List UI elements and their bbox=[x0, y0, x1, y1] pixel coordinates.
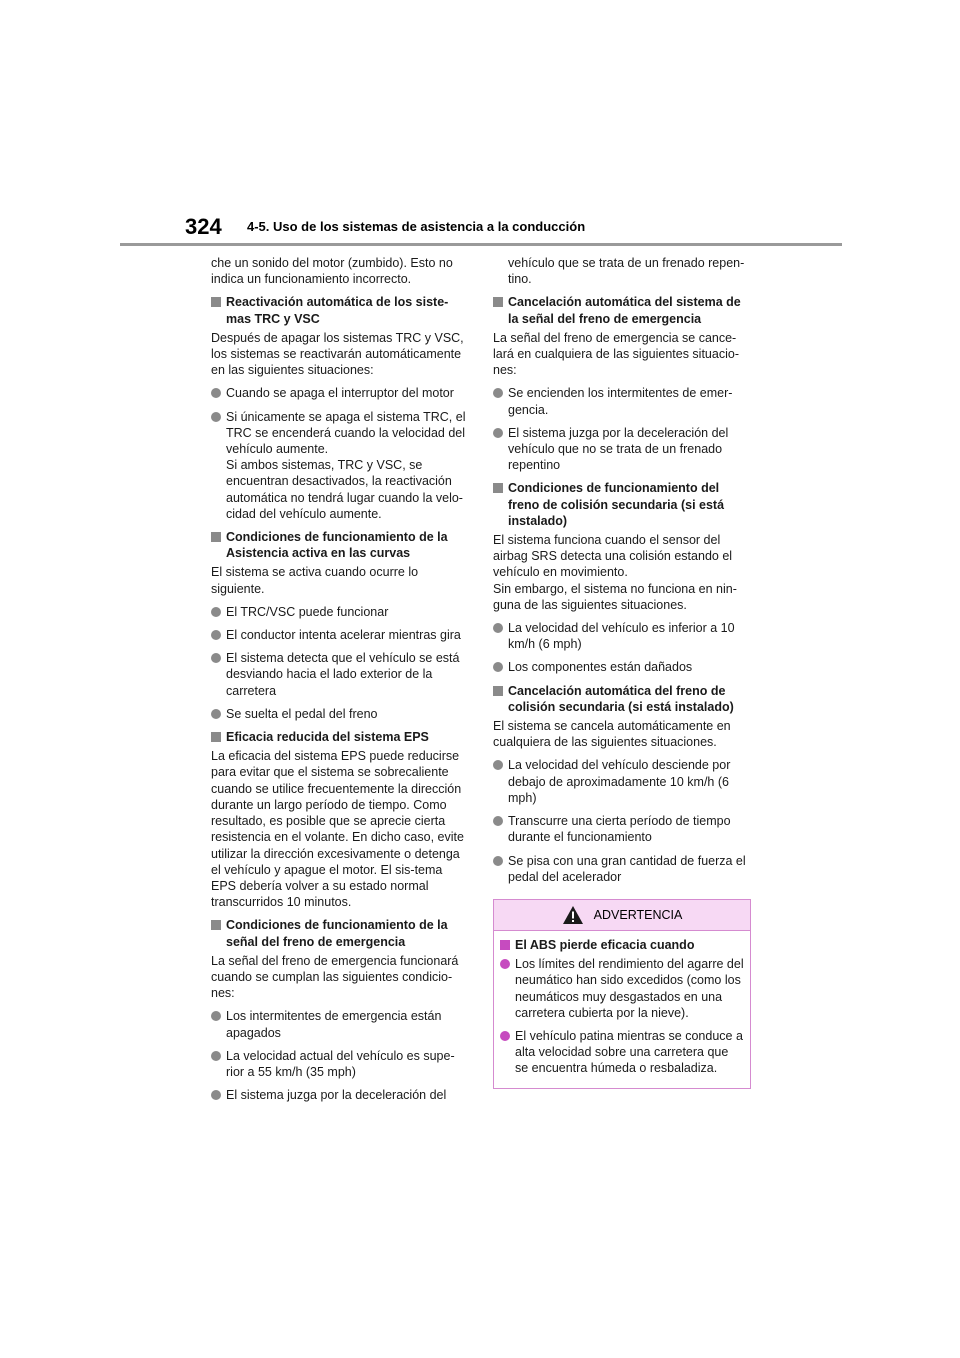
list-item: La velocidad actual del vehículo es supe-rior a 55 km/h (35 mph) bbox=[211, 1048, 469, 1080]
paragraph: La eficacia del sistema EPS puede reducirse para evitar que el sistema se sobrecaliente cuando se utilice frecuentemente la dirección durante un largo período de tiempo. Como resultado, es posible que se aprecie cierta resistencia en el volante. En dicho caso, evite utilizar la dirección excesivamente o detenga el vehículo y apague el motor. El sis-tema EPS debería volver a su estado normal transcurridos 10 minutos. bbox=[211, 749, 464, 910]
list-item: Se suelta el pedal del freno bbox=[211, 706, 469, 722]
paragraph: che un sonido del motor (zumbido). Esto no indica un funcionamiento incorrecto. bbox=[211, 256, 453, 287]
section-heading: Condiciones de funcionamiento del freno de colisión secundaria (si está instalado) bbox=[493, 480, 751, 529]
section-heading: Cancelación automática del sistema de la señal del freno de emergencia bbox=[493, 294, 751, 326]
section-heading: Cancelación automática del freno de colisión secundaria (si está instalado) bbox=[493, 683, 751, 715]
section-heading: Reactivación automática de los siste-mas TRC y VSC bbox=[211, 294, 469, 326]
list-item: El sistema juzga por la deceleración del vehículo que no se trata de un frenado repentino bbox=[493, 425, 751, 474]
section-heading: Condiciones de funcionamiento de la señal del freno de emergencia bbox=[211, 917, 469, 949]
warning-heading: El ABS pierde eficacia cuando bbox=[500, 937, 744, 953]
paragraph bbox=[493, 532, 751, 613]
warning-item: El vehículo patina mientras se conduce a alta velocidad sobre una carretera que se encuentra húmeda o resbaladiza. bbox=[500, 1028, 744, 1077]
warning-triangle-icon bbox=[562, 905, 584, 925]
list-item: El TRC/VSC puede funcionar bbox=[211, 604, 469, 620]
header-divider bbox=[120, 243, 842, 246]
paragraph: Después de apagar los sistemas TRC y VSC, los sistemas se reactivarán automáticamente en las siguientes situaciones: bbox=[211, 330, 464, 378]
paragraph: El sistema se cancela automáticamente en cualquiera de las siguientes situaciones. bbox=[493, 719, 731, 750]
list-item: Los componentes están dañados bbox=[493, 659, 751, 675]
warning-title: ADVERTENCIA bbox=[593, 907, 683, 922]
section-heading: Condiciones de funcionamiento de la Asistencia activa en las curvas bbox=[211, 529, 469, 561]
paragraph: vehículo que se trata de un frenado repen-tino. bbox=[508, 256, 745, 287]
list-item: Transcurre una cierta período de tiempo durante el funcionamiento bbox=[493, 813, 751, 845]
warning-header bbox=[494, 900, 750, 931]
list-item: Los intermitentes de emergencia están apagados bbox=[211, 1008, 469, 1040]
paragraph: La señal del freno de emergencia funcionará cuando se cumplan las siguientes condicio-nes: bbox=[211, 953, 459, 1001]
section-title: 4-5. Uso de los sistemas de asistencia a la conducción bbox=[247, 219, 586, 234]
paragraph-line: El sistema funciona cuando el sensor del airbag SRS detecta una colisión estando el vehículo en movimiento. bbox=[493, 533, 733, 580]
paragraph: El sistema se activa cuando ocurre lo siguiente. bbox=[211, 565, 419, 596]
list-item: La velocidad del vehículo desciende por debajo de aproximadamente 10 km/h (6 mph) bbox=[493, 757, 751, 806]
paragraph: La señal del freno de emergencia se cance-lará en cualquiera de las siguientes situacio-nes: bbox=[493, 330, 739, 378]
list-item bbox=[211, 409, 469, 522]
list-item: Se pisa con una gran cantidad de fuerza el pedal del acelerador bbox=[493, 853, 751, 885]
list-item: La velocidad del vehículo es inferior a 10 km/h (6 mph) bbox=[493, 620, 751, 652]
list-item: Cuando se apaga el interruptor del motor bbox=[211, 385, 469, 401]
list-item-text: Si únicamente se apaga el sistema TRC, el TRC se encenderá cuando la velocidad del vehículo aumente. bbox=[226, 409, 466, 457]
right-column bbox=[493, 255, 751, 1089]
list-item: Se encienden los intermitentes de emer-gencia. bbox=[493, 385, 751, 417]
section-heading: Eficacia reducida del sistema EPS bbox=[211, 729, 469, 745]
list-item-text: Si ambos sistemas, TRC y VSC, se encuentran desactivados, la reactivación automática no tendrá lugar cuando la velo-cidad del vehículo aumente. bbox=[226, 458, 463, 521]
list-item: El conductor intenta acelerar mientras gira bbox=[211, 627, 469, 643]
paragraph-line: Sin embargo, el sistema no funciona en nin-guna de las siguientes situaciones. bbox=[493, 581, 737, 612]
warning-item: Los límites del rendimiento del agarre del neumático han sido excedidos (como los neumáticos muy desgastados en una carretera cubierta por la nieve). bbox=[500, 956, 744, 1021]
warning-box bbox=[493, 899, 751, 1089]
list-item: El sistema juzga por la deceleración del bbox=[211, 1087, 469, 1103]
left-column bbox=[211, 255, 469, 1110]
list-item: El sistema detecta que el vehículo se está desviando hacia el lado exterior de la carretera bbox=[211, 650, 469, 699]
warning-body bbox=[494, 931, 750, 1088]
page-header bbox=[0, 0, 960, 250]
page-number: 324 bbox=[185, 214, 222, 239]
